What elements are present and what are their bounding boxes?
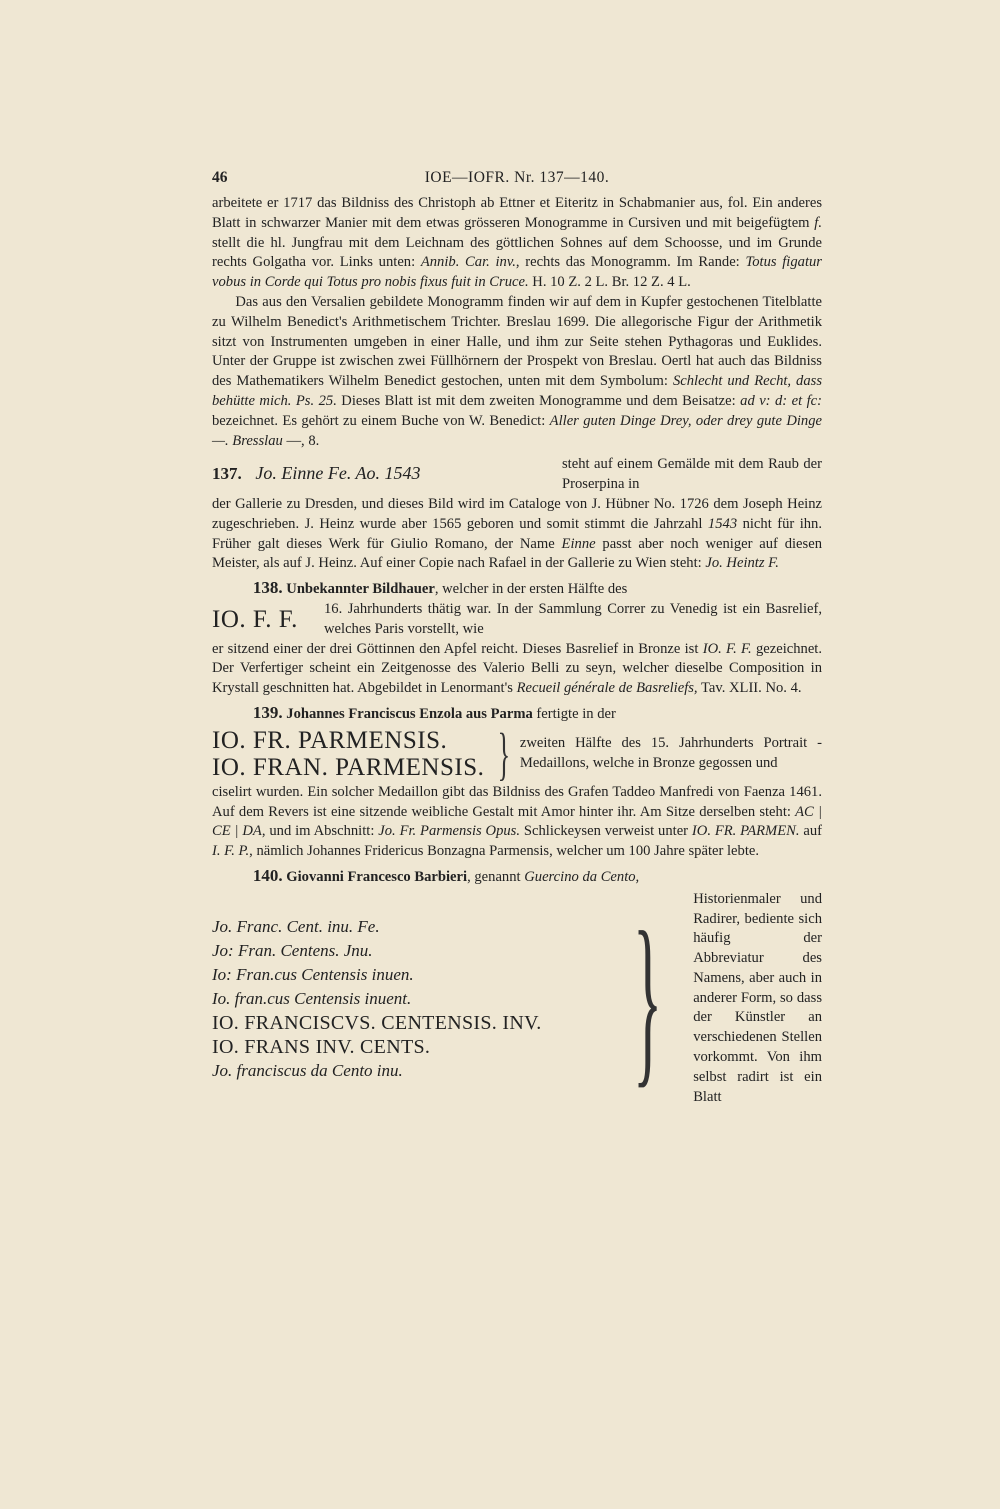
monogram-list [212, 915, 602, 1083]
monogram-inscription: Io. fran.cus Centensis inuent. [212, 988, 412, 1008]
entry-number: 137. [212, 464, 242, 484]
monogram-inscription: IO. FRANCISCVS. CENTENSIS. INV. [212, 1011, 542, 1034]
entry-body: ciselirt wurden. Ein solcher Medaillon gibt das Bildniss des Grafen Taddeo Manfredi von Faenza 1461. Auf dem Revers ist eine sitzende weibliche Gestalt mit Amor hinter ihr. Am Sitze derselben steht: AC | CE | DA, und im Abschnitt: Jo. Fr. Parmensis Opus. Schlickeysen verweist unter IO. FR. PARMEN. auf I. F. P., nämlich Johannes Fridericus Bonzagna Parmensis, welcher um 100 Jahre später lebte. [212, 783, 823, 860]
page-number: 46 [212, 169, 228, 186]
book-page [212, 168, 822, 1107]
entry-number: 139. [252, 702, 283, 722]
entry-side-text: steht auf einem Gemälde mit dem Raub der Proserpina in [562, 456, 822, 493]
monogram-inscription: IO. FRANS INV. CENTS. [212, 1035, 431, 1058]
entry-body: er sitzend einer der drei Göttinnen den Apfel reicht. Dieses Basrelief in Bronze ist IO. F. F. gezeichnet. Der Verfertiger scheint ein Zeitgenosse des Valerio Belli zu seyn, welcher dieselbe Composition in Krystall geschnitten hat. Abgebildet in Lenormant's Recueil générale de Basreliefs, Tav. XLII. No. 4. [212, 640, 823, 697]
artist-name: Johannes Franciscus Enzola aus Parma [286, 705, 533, 722]
page-header [212, 168, 822, 194]
paragraph-monogram: Das aus den Versalien gebildete Monogramm finden wir auf dem in Kupfer gestochenen Titelblatte zu Wilhelm Benedict's Arithmetischem Trichter. Breslau 1699. Die allegorische Figur der Arithmetik sitzt von Instrumenten umgeben in einer Halle, und ihm zur Seite stehen Pythagoras und Euklides. Unter der Gruppe ist zwischen zwei Füllhörnern der Prospekt von Breslau. Oertl hat auch das Bildniss des Mathematikers Wilhelm Benedict gestochen, unten mit dem Symbolum: Schlecht und Recht, dass behütte mich. Ps. 25. Dieses Blatt ist mit dem zweiten Monogramme und dem Beisatze: ad v: d: et fc: bezeichnet. Es gehört zu einem Buche von W. Benedict: Aller guten Dinge Drey, oder drey gute Dinge —. Bresslau —, 8. [212, 293, 822, 449]
entry-137 [212, 455, 822, 574]
entry-number: 138. [252, 578, 283, 598]
monogram-inscription: IO. FRAN. PARMENSIS. [212, 753, 485, 781]
entry-139: 139. Johannes Franciscus Enzola aus Parma fertigte in der IO. FR. PARMENSIS. IO. FRAN. PARMENSIS. } zweiten Hälfte des 15. Jahrhunderts Portrait - Medaillons, welche in Bronze gegossen und ciselirt wurden. Ein solcher Medaillon gibt das Bildniss des Grafen Taddeo Manfredi von Faenza 1461. Auf dem Revers ist eine sitzende weibliche Gestalt mit Amor hinter ihr. Am Sitze derselben steht: AC | CE | DA, und im Abschnitt: Jo. Fr. Parmensis Opus. Schlickeysen verweist unter IO. FR. PARMEN. auf I. F. P., nämlich Johannes Fridericus Bonzagna Parmensis, welcher um 100 Jahre später lebte. [212, 703, 822, 862]
monogram-inscription: Jo. franciscus da Cento inu. [212, 1060, 403, 1080]
brace-mark: } [497, 720, 511, 786]
entry-side-text: 16. Jahrhunderts thätig war. In der Sammlung Correr zu Venedig ist ein Basrelief, welches Paris vorstellt, wie [324, 600, 822, 637]
entry-body: der Gallerie zu Dresden, und dieses Bild wird im Cataloge von J. Hübner No. 1726 dem Joseph Heinz zugeschrieben. J. Heinz wurde aber 1565 geboren und somit stimmt die Jahrzahl 1543 nicht für ihn. Früher galt dieses Werk für Giulio Romano, der Name Einne passt aber noch weniger auf diesen Meister, als auf J. Heinz. Auf einer Copie nach Rafael in der Gallerie zu Wien steht: Jo. Heintz F. [212, 495, 822, 572]
entry-number: 140. [252, 865, 283, 885]
monogram-inscription: Jo. Franc. Cent. inu. Fe. [212, 916, 380, 936]
artist-name: Unbekannter Bildhauer [286, 581, 435, 598]
monogram-inscription: Jo: Fran. Centens. Jnu. [212, 940, 373, 960]
monogram-inscription: Io: Fran.cus Centensis inuen. [212, 964, 414, 984]
artist-name: Giovanni Francesco Barbieri [286, 868, 468, 885]
brace-mark: } [633, 893, 663, 1104]
monogram-inscription: IO. FR. PARMENSIS. [212, 726, 448, 754]
entry-140: 140. Giovanni Francesco Barbieri, genannt Guercino da Cento, Jo. Franc. Cent. inu. Fe. Jo: Fran. Centens. Jnu. Io: Fran.cus Centensis inuen. Io. fran.cus Centensis inuent. IO. FRANCISCVS. CENTENSIS. INV. IO. FRANS INV. CENTS. Jo. franciscus da Cento inu. } Historienmaler und Radirer, bediente sich häufig der Abbreviatur des Namens, aber auch in anderer Form, so dass der Künstler an verschiedenen Stellen vorkommt. Von ihm selbst radirt ist ein Blatt [212, 866, 822, 1108]
entry-138: 138. Unbekannter Bildhauer, welcher in der ersten Hälfte des IO. F. F. 16. Jahrhunderts thätig war. In der Sammlung Correr zu Venedig ist ein Basrelief, welches Paris vorstellt, wie er sitzend einer der drei Göttinnen den Apfel reicht. Dieses Basrelief in Bronze ist IO. F. F. gezeichnet. Der Verfertiger scheint ein Zeitgenosse des Valerio Belli zu seyn, welcher dieselbe Composition in Krystall geschnitten hat. Abgebildet in Lenormant's Recueil générale de Basreliefs, Tav. XLII. No. 4. [212, 578, 822, 699]
monogram-inscription: Jo. Einne Fe. Ao. 1543 [255, 463, 421, 484]
paragraph-continuation: arbeitete er 1717 das Bildniss des Christoph ab Ettner et Eiteritz in Schabmanier aus, fol. Ein anderes Blatt in schwarzer Manier mit dem etwas grösseren Monogramme in Cursiven und mit beigefügtem f. stellt die hl. Jungfrau mit dem Leichnam des göttlichen Sohnes auf dem Schoosse, und im Grunde rechts Golgatha vor. Links unten: Annib. Car. inv., rechts das Monogramm. Im Rande: Totus figatur vobus in Corde qui Totus pro nobis fixus fuit in Cruce. H. 10 Z. 2 L. Br. 12 Z. 4 L. [212, 195, 822, 291]
entry-side-text: Historienmaler und Radirer, bediente sich häufig der Abbreviatur des Namens, aber auch in anderer Form, so dass der Künstler an verschiedenen Stellen vorkommt. Von ihm selbst radirt ist ein Blatt [693, 890, 822, 1105]
running-title: IOE—IOFR. Nr. 137—140. [424, 169, 610, 186]
monogram-inscription: IO. F. F. [212, 606, 298, 634]
entry-side-text: zweiten Hälfte des 15. Jahrhunderts Portrait - Medaillons, welche in Bronze gegossen und [519, 734, 822, 771]
